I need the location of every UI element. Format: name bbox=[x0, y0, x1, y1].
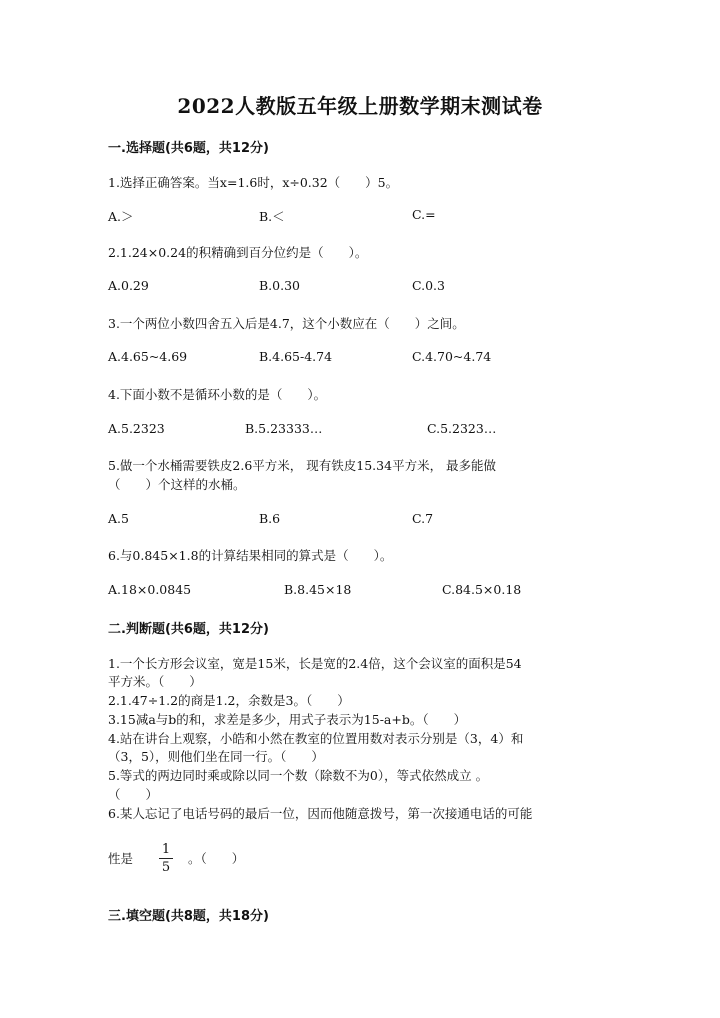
judge-line-4: 3.15减a与b的和，求差是多少，用式子表示为15-a+b。（ ） bbox=[108, 712, 467, 727]
choice-question-5-line1: 5.做一个水桶需要铁皮2.6平方米， 现有铁皮15.34平方米， 最多能做 bbox=[108, 458, 497, 473]
judge-q6-prefix: 性是 bbox=[108, 851, 134, 866]
judge-line-5: 4.站在讲台上观察，小皓和小然在教室的位置用数对表示分别是（3，4）和 bbox=[108, 731, 524, 746]
choice-option-1a: A.＞ bbox=[108, 209, 134, 224]
judge-line-1: 1.一个长方形会议室，宽是15米，长是宽的2.4倍，这个会议室的面积是54 bbox=[108, 656, 522, 671]
choice-question-2: 2.1.24×0.24的积精确到百分位约是（ ）。 bbox=[108, 245, 368, 260]
choice-option-3c: C.4.70~4.74 bbox=[412, 349, 492, 364]
judge-line-2: 平方米。（ ） bbox=[108, 674, 202, 689]
choice-option-6c: C.84.5×0.18 bbox=[442, 582, 522, 597]
choice-question-6: 6.与0.845×1.8的计算结果相同的算式是（ ）。 bbox=[108, 548, 393, 563]
choice-option-5b: B.6 bbox=[259, 511, 281, 526]
choice-option-4c: C.5.2323… bbox=[427, 421, 497, 436]
section-heading-judge: 二.判断题(共6题，共12分) bbox=[108, 622, 269, 637]
section-heading-fill: 三.填空题(共8题，共18分) bbox=[108, 909, 269, 924]
judge-line-7: 5.等式的两边同时乘或除以同一个数（除数不为0），等式依然成立 。 bbox=[108, 768, 489, 783]
choice-option-6a: A.18×0.0845 bbox=[108, 582, 192, 597]
choice-option-2a: A.0.29 bbox=[108, 278, 149, 293]
choice-option-4b: B.5.23333… bbox=[245, 421, 323, 436]
judge-line-9: 6.某人忘记了电话号码的最后一位，因而他随意拨号，第一次接通电话的可能 bbox=[108, 806, 533, 821]
page-title: 2022人教版五年级上册数学期末测试卷 bbox=[177, 94, 543, 118]
choice-option-3a: A.4.65~4.69 bbox=[108, 349, 188, 364]
fraction-one-fifth bbox=[159, 842, 173, 875]
fraction-bar bbox=[159, 858, 173, 859]
choice-question-4: 4.下面小数不是循环小数的是（ ）。 bbox=[108, 387, 327, 402]
choice-option-3b: B.4.65-4.74 bbox=[259, 349, 333, 364]
choice-option-1c: C.= bbox=[412, 207, 436, 222]
judge-q6-suffix: 。（ ） bbox=[188, 851, 245, 866]
choice-option-5a: A.5 bbox=[108, 511, 129, 526]
choice-option-1b: B.＜ bbox=[259, 209, 285, 224]
choice-option-2b: B.0.30 bbox=[259, 278, 300, 293]
choice-question-5-line2: （ ）个这样的水桶。 bbox=[108, 477, 246, 492]
judge-line-3: 2.1.47÷1.2的商是1.2，余数是3。（ ） bbox=[108, 693, 350, 708]
judge-line-8: （ ） bbox=[108, 787, 159, 802]
choice-option-4a: A.5.2323 bbox=[108, 421, 165, 436]
choice-question-1: 1.选择正确答案。当x=1.6时，x÷0.32（ ）5。 bbox=[108, 175, 399, 190]
choice-option-2c: C.0.3 bbox=[412, 278, 445, 293]
judge-line-6: （3，5），则他们坐在同一行。（ ） bbox=[108, 749, 324, 764]
choice-option-6b: B.8.45×18 bbox=[284, 582, 352, 597]
fraction-numerator: 1 bbox=[161, 842, 171, 857]
choice-option-5c: C.7 bbox=[412, 511, 434, 526]
choice-question-3: 3.一个两位小数四舍五入后是4.7，这个小数应在（ ）之间。 bbox=[108, 316, 465, 331]
fraction-denominator: 5 bbox=[161, 860, 171, 875]
section-heading-choice: 一.选择题(共6题，共12分) bbox=[108, 141, 269, 156]
